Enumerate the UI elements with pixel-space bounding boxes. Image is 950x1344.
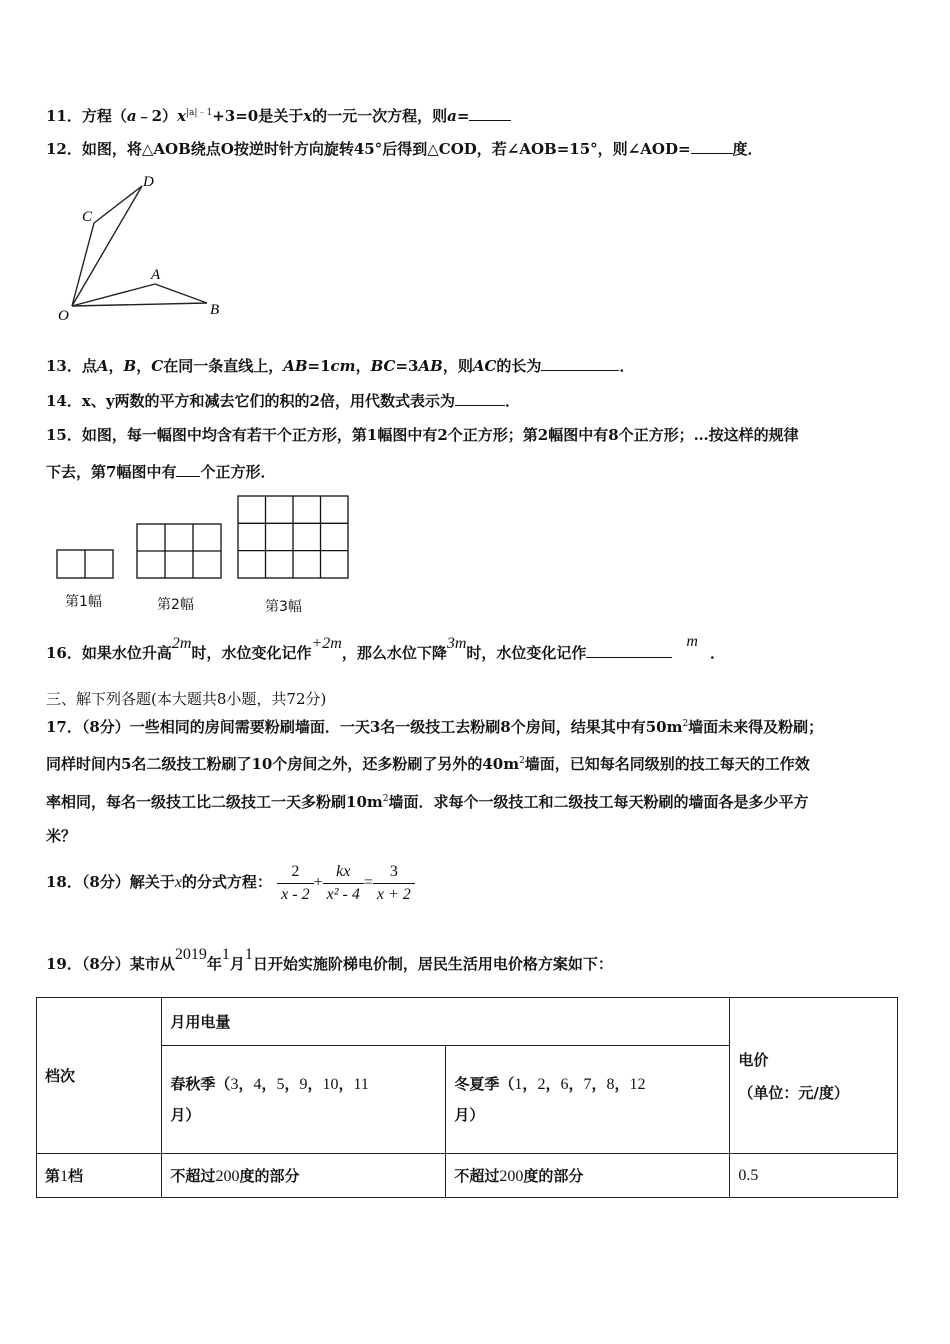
- tier-cell: 第1档: [37, 1154, 162, 1198]
- segment-oc: [72, 223, 94, 306]
- header-price: 电价 （单位：元/度）: [730, 998, 898, 1154]
- fraction-3: $\frac{3}{x + 2}$: [373, 861, 415, 906]
- question-19: 19．（8分）某市从2019年1月1日开始实施阶梯电价制，居民生活用电价格方案如下：: [46, 946, 613, 973]
- question-17-line-3: 率相同，每名一级技工比二级技工一天多粉刷$10m^2$墙面．求每个一级技工和二级技工每天粉刷的墙面各是多少平方: [46, 793, 809, 811]
- header-usage: 月用电量: [162, 998, 730, 1046]
- section-3-heading: 三、解下列各题(本大题共8小题，共72分): [46, 690, 327, 708]
- answer-blank: [176, 462, 200, 477]
- header-tier: 档次: [37, 998, 162, 1154]
- question-12: 12．如图，将△AOB绕点O按逆时针方向旋转45°后得到△COD，若∠AOB=15°，则∠AOD= 度．: [46, 140, 763, 158]
- fraction-2: $\frac{kx}{\text{x² - 4}}$: [323, 861, 364, 906]
- segment-ab: [155, 284, 207, 303]
- segment-oa: [72, 284, 155, 306]
- segment-ob: [72, 303, 207, 306]
- square-pattern-figure: [55, 494, 355, 584]
- question-11: 11．方程$(a﹣2)x^{|a|﹣1}+3=0$是关于x的一元一次方程，则a=: [46, 103, 511, 126]
- answer-blank: [586, 643, 672, 658]
- rotation-figure: [52, 168, 232, 328]
- question-17-line-4: 米？: [46, 827, 77, 845]
- header-spring-autumn: 春秋季（3，4，5，9，10，11 月）: [162, 1046, 446, 1154]
- caption-figure-1: 第1幅: [65, 594, 102, 610]
- caption-figure-3: 第3幅: [265, 599, 302, 615]
- electricity-price-table: [36, 997, 898, 1198]
- question-18: 18．（8分）解关于x的分式方程： $\frac{2}{x - 2}$ + $\frac{kx}{\text{x² - 4}}$ = $\frac{3}{x + 2}$: [46, 858, 415, 906]
- segment-cd: [94, 186, 142, 223]
- point-label-a: A: [151, 267, 161, 283]
- spring-usage-cell: 不超过200度的部分: [162, 1154, 446, 1198]
- answer-blank: [691, 139, 733, 154]
- question-17-line-1: 17．（8分）一些相同的房间需要粉刷墙面．一天3名一级技工去粉刷8个房间，结果其中有$50m^2$墙面未来得及粉刷；: [46, 718, 824, 736]
- point-label-c: C: [82, 209, 93, 225]
- question-17-line-2: 同样时间内5名二级技工粉刷了10个房间之外，还多粉刷了另外的$40m^2$墙面，已知每名同级别的技工每天的工作效: [46, 755, 810, 773]
- question-16: 16．如果水位升高2m时，水位变化记作+2m，那么水位下降3m时，水位变化记作m．: [46, 633, 725, 662]
- header-winter-summer: 冬夏季（1，2，6，7，8，12 月）: [446, 1046, 730, 1154]
- price-cell: 0.5: [730, 1154, 898, 1198]
- question-13: 13．点A，B，C在同一条直线上，AB=1cm，BC=3AB，则AC的长为 ．: [46, 357, 635, 375]
- point-label-b: B: [210, 302, 220, 318]
- question-15-line-1: 15．如图，每一幅图中均含有若干个正方形，第1幅图中有2个正方形；第2幅图中有8个正方形；…按这样的规律: [46, 426, 799, 444]
- table-row: [37, 1154, 898, 1198]
- answer-blank: [469, 106, 511, 121]
- point-label-d: D: [143, 174, 154, 190]
- answer-blank: [541, 356, 619, 371]
- point-label-o: O: [58, 308, 69, 324]
- caption-figure-2: 第2幅: [157, 597, 194, 613]
- question-14: 14．x、y两数的平方和减去它们的积的2倍，用代数式表示为 ．: [46, 392, 520, 410]
- segment-od: [72, 186, 142, 306]
- fraction-1: $\frac{2}{x - 2}$: [277, 861, 313, 906]
- question-15-line-2: 下去，第7幅图中有 个正方形．: [46, 463, 276, 481]
- summer-usage-cell: 不超过200度的部分: [446, 1154, 730, 1198]
- answer-blank: [455, 391, 505, 406]
